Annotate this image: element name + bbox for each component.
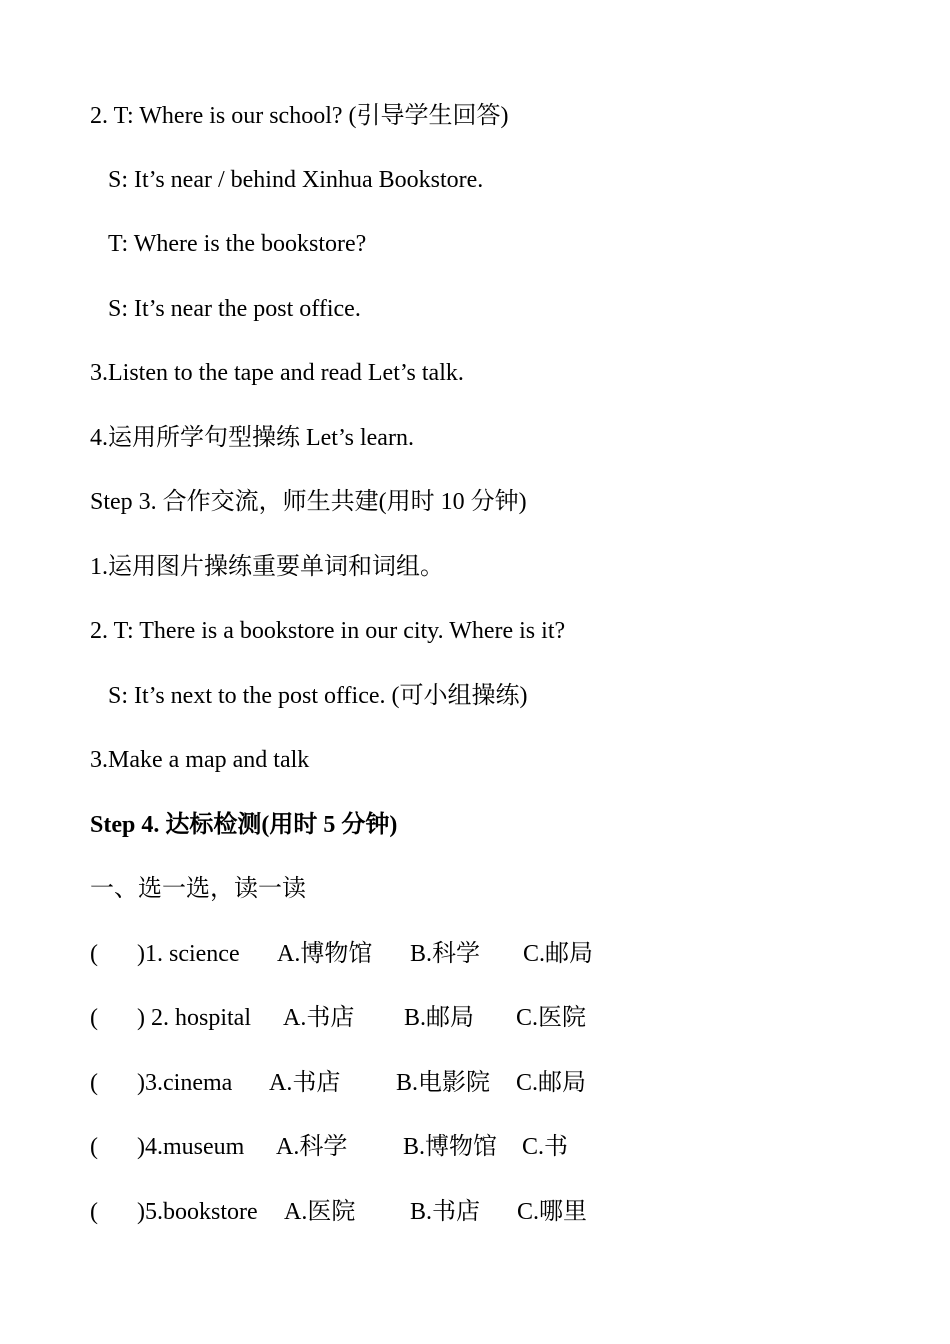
quiz-option-c: C.邮局 (523, 941, 594, 967)
step-4-heading: Step 4. 达标检测(用时 5 分钟) (90, 812, 398, 838)
dialogue-line-teacher-bookstore: T: Where is the bookstore? (108, 231, 367, 257)
dialogue-line-student-bookstore: S: It’s near the post office. (108, 296, 361, 322)
quiz-option-b: B.电影院 (396, 1070, 491, 1096)
quiz-option-b: B.科学 (410, 941, 481, 967)
quiz-row (90, 1192, 790, 1232)
quiz-question: )4.museum (137, 1134, 245, 1160)
step-item-pictures: 1.运用图片操练重要单词和词组。 (90, 554, 444, 580)
answer-blank: ( (90, 1199, 98, 1225)
quiz-option-c: C.书 (522, 1134, 569, 1160)
step-3-heading: Step 3. 合作交流，师生共建(用时 10 分钟) (90, 489, 527, 515)
answer-blank: ( (90, 941, 98, 967)
step-item-map: 3.Make a map and talk (90, 747, 310, 773)
quiz-option-b: B.邮局 (404, 1005, 475, 1031)
quiz-option-c: C.哪里 (517, 1199, 588, 1225)
quiz-option-a: A.博物馆 (277, 941, 373, 967)
step-item-listen: 3.Listen to the tape and read Let’s talk. (90, 360, 464, 386)
quiz-question: ) 2. hospital (137, 1005, 251, 1031)
quiz-option-b: B.书店 (410, 1199, 481, 1225)
answer-blank: ( (90, 1134, 98, 1160)
dialogue-line-teacher-city: 2. T: There is a bookstore in our city. Where is it? (90, 618, 566, 644)
exercise-title: 一、选一选，读一读 (90, 876, 306, 902)
dialogue-line-student-city: S: It’s next to the post office. (可小组操练) (108, 683, 528, 709)
quiz-option-a: A.书店 (283, 1005, 355, 1031)
dialogue-line-student-school: S: It’s near / behind Xinhua Bookstore. (108, 167, 484, 193)
quiz-option-c: C.医院 (516, 1005, 587, 1031)
quiz-row (90, 1127, 790, 1167)
quiz-row (90, 934, 790, 974)
quiz-question: )1. science (137, 941, 240, 967)
quiz-option-b: B.博物馆 (403, 1134, 498, 1160)
quiz-option-a: A.医院 (284, 1199, 356, 1225)
quiz-row (90, 1063, 790, 1103)
answer-blank: ( (90, 1070, 98, 1096)
quiz-row (90, 998, 790, 1038)
quiz-question: )3.cinema (137, 1070, 233, 1096)
quiz-option-c: C.邮局 (516, 1070, 587, 1096)
quiz-option-a: A.书店 (269, 1070, 341, 1096)
quiz-option-a: A.科学 (276, 1134, 348, 1160)
dialogue-line-teacher-school: 2. T: Where is our school? (引导学生回答) (90, 103, 509, 129)
quiz-question: )5.bookstore (137, 1199, 258, 1225)
answer-blank: ( (90, 1005, 98, 1031)
step-item-practice: 4.运用所学句型操练 Let’s learn. (90, 425, 414, 451)
